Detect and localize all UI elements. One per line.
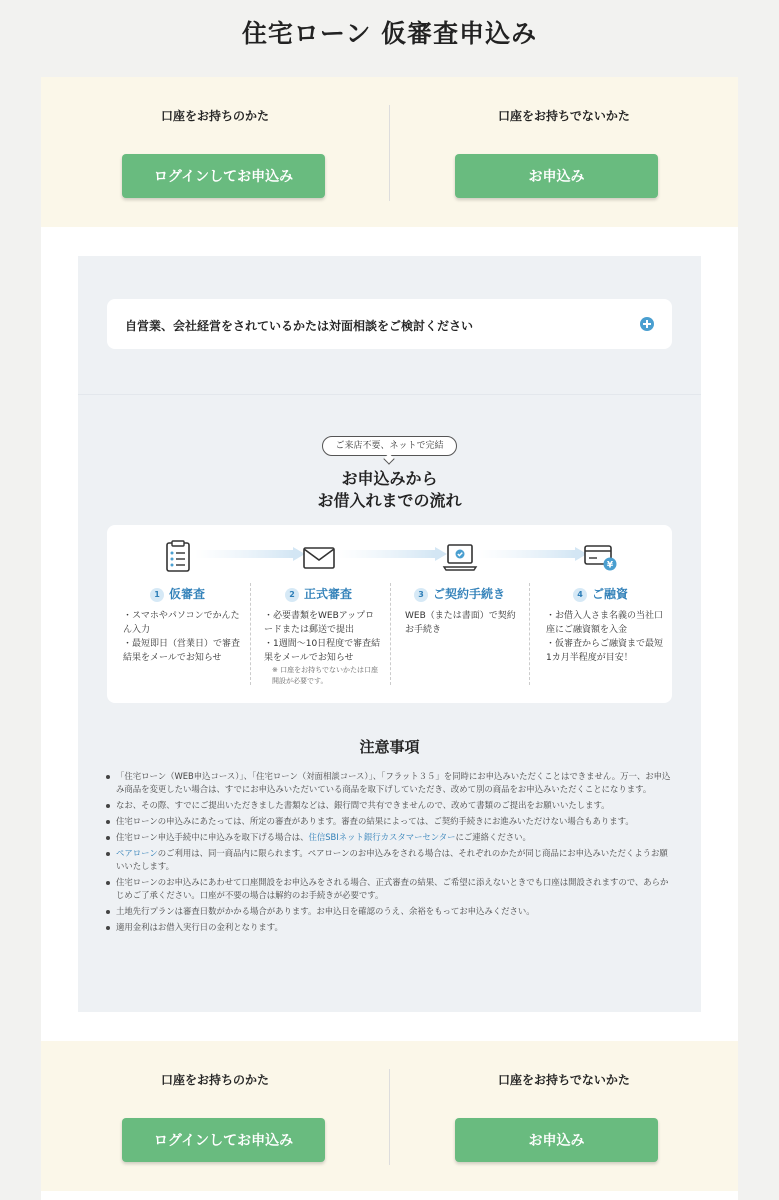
note-item	[104, 831, 676, 844]
step-title	[248, 585, 389, 602]
note-item: 住宅ローンの申込みにあたっては、所定の審査があります。審査の結果によっては、ご契約手続きにお進みいただけない場合もあります。	[104, 815, 676, 828]
flow-title	[0, 468, 779, 512]
flow-title-line1: お申込みから	[341, 469, 438, 488]
step-body	[546, 609, 663, 665]
step-title	[530, 585, 671, 602]
step-number: 2	[285, 588, 299, 602]
existing-account-column	[41, 1041, 389, 1191]
flow-step-3	[389, 525, 530, 703]
step-body	[264, 609, 381, 687]
new-account-column	[390, 1041, 738, 1191]
step-number: 4	[573, 588, 587, 602]
note-item	[104, 847, 676, 873]
apply-button[interactable]: お申込み	[455, 154, 658, 198]
apply-button[interactable]: お申込み	[455, 1118, 658, 1162]
note-text: にご連絡ください。	[455, 832, 531, 842]
speech-bubble: ご来店不要、ネットで完結	[322, 436, 457, 456]
content-card-footer	[41, 1191, 738, 1200]
note-item: なお、その際、すでにご提出いただきました書類などは、銀行間で共有できませんので、改めて書類のご提出をお願いいたします。	[104, 799, 676, 812]
step-title-text: 仮審査	[168, 587, 205, 601]
checklist-icon	[160, 539, 196, 575]
flow-step-4	[530, 525, 671, 703]
existing-account-label: 口座をお持ちのかた	[160, 109, 269, 123]
step-line: ・最短即日（営業日）で審査結果をメールでお知らせ	[123, 639, 241, 663]
step-line: ・必要書類をWEBアップロードまたは郵送で提出	[264, 611, 375, 635]
plus-circle-icon[interactable]	[640, 317, 654, 331]
new-account-label: 口座をお持ちでないかた	[498, 109, 630, 123]
step-body	[123, 609, 240, 665]
panel-divider	[78, 394, 701, 395]
existing-account-column	[41, 77, 389, 227]
step-body	[405, 609, 522, 637]
flow-title-line2: お借入れまでの流れ	[317, 491, 462, 510]
consult-accordion[interactable]	[107, 299, 672, 349]
page-title: 住宅ローン 仮審査申込み	[241, 19, 538, 48]
step-note: ※ 口座をお持ちでないかたは口座開設が必要です。	[272, 666, 379, 685]
note-item: 住宅ローンのお申込みにあわせて口座開設をお申込みをされる場合、正式審査の結果、ご希望に添えないときでも口座は開設されますので、あらかじめご了承ください。口座が不要の場合は解約のお手続きが必要です。	[104, 876, 676, 902]
flow-steps-card	[107, 525, 672, 703]
apply-section-top	[41, 77, 738, 227]
svg-text:¥: ¥	[606, 560, 613, 571]
pair-loan-link[interactable]: ペアローン	[116, 848, 158, 858]
customer-center-link[interactable]: 住信SBIネット銀行カスタマーセンター	[308, 832, 456, 842]
note-item: 「住宅ローン（WEB申込コース）」、「住宅ローン（対面相談コース）」、「フラット３５」を同時にお申込みいただくことはできません。万一、お申込み商品を変更したい場合は、すでにお申込みいただいている商品を取下げしていただき、改めて別の商品をお申込みいただくことになります。	[104, 770, 676, 796]
laptop-icon	[442, 539, 478, 575]
notes-title: 注意事項	[359, 738, 420, 756]
note-item: 土地先行プランは審査日数がかかる場合があります。お申込日を確認のうえ、余裕をもってお申込みください。	[104, 905, 676, 918]
flow-step-1	[107, 525, 248, 703]
note-text: のご利用は、同一商品内に限られます。ペアローンのお申込みをされる場合は、それぞれのかたが同じ商品にお申込みいただくようお願いいたします。	[116, 848, 668, 871]
notes-list	[104, 770, 676, 937]
mail-icon	[301, 539, 337, 575]
consult-accordion-label: 自営業、会社経営をされているかたは対面相談をご検討ください	[125, 319, 474, 333]
existing-account-label: 口座をお持ちのかた	[160, 1073, 269, 1087]
step-number: 3	[414, 588, 428, 602]
step-title-text: 正式審査	[303, 587, 352, 601]
step-line: ・仮審査からご融資まで最短1カ月半程度が目安！	[546, 639, 664, 663]
step-number: 1	[150, 588, 164, 602]
login-apply-button[interactable]: ログインしてお申込み	[122, 1118, 325, 1162]
step-line: ・1週間～10日程度で審査結果をメールでお知らせ	[264, 639, 381, 663]
step-title-text: ご融資	[591, 587, 628, 601]
login-apply-button[interactable]: ログインしてお申込み	[122, 154, 325, 198]
note-item: 適用金利はお借入実行日の金利となります。	[104, 921, 676, 934]
flow-step-2	[248, 525, 389, 703]
apply-section-bottom	[41, 1041, 738, 1191]
step-line: ・スマホやパソコンでかんたん入力	[123, 611, 240, 635]
card-yen-icon	[583, 539, 619, 575]
new-account-label: 口座をお持ちでないかた	[498, 1073, 630, 1087]
note-text: 住宅ローン申込手続中に申込みを取下げる場合は、	[116, 832, 309, 842]
new-account-column	[390, 77, 738, 227]
step-title-text: ご契約手続き	[432, 587, 505, 601]
step-title	[107, 585, 248, 602]
step-title	[389, 585, 530, 602]
step-line: WEB（または書面）で契約お手続き	[405, 611, 516, 635]
step-line: ・お借入人さま名義の当社口座にご融資額を入金	[546, 611, 664, 635]
